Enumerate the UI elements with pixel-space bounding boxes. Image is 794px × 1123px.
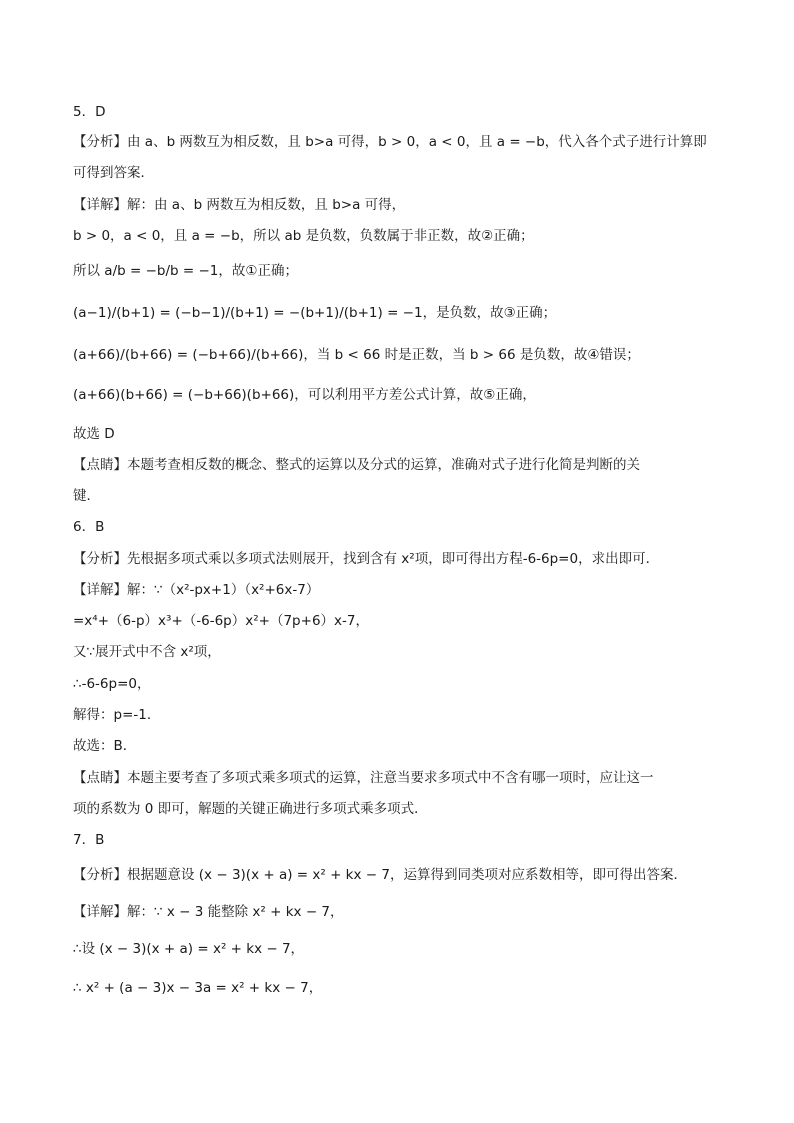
formula-line: (a+66)/(b+66) = (−b+66)/(b+66)，当 b < 66 时是正数，当 b > 66 是负数，故④错误；	[73, 347, 640, 363]
text-line: 【点睛】本题主要考查了多项式乘多项式的运算，注意当要求多项式中不含有哪一项时，应让这一	[73, 770, 654, 786]
text-line: 【点睛】本题考查相反数的概念、整式的运算以及分式的运算，准确对式子进行化简是判断的关	[73, 457, 640, 473]
formula-line: 【详解】解：∵ x − 3 能整除 x² + kx − 7，	[73, 904, 344, 920]
text-line: b > 0，a < 0，且 a = −b，所以 ab 是负数，负数属于非正数，故②正确；	[73, 228, 534, 244]
text-line: 【分析】由 a、b 两数互为相反数，且 b>a 可得，b > 0，a < 0，且 a = −b，代入各个式子进行计算即	[73, 134, 707, 150]
formula-line: (a−1)/(b+1) = (−b−1)/(b+1) = −(b+1)/(b+1) = −1，是负数，故③正确；	[73, 305, 557, 321]
text-line: 故选：B．	[73, 738, 137, 754]
question-number-5: 5．D	[73, 104, 106, 120]
text-line: 键．	[73, 488, 100, 504]
text-line: 【详解】解：∵（x²-px+1）（x²+6x-7）	[73, 582, 320, 598]
formula-line: (a+66)(b+66) = (−b+66)(b+66)，可以利用平方差公式计算，故⑤正确，	[73, 387, 536, 403]
text-line: 项的系数为 0 即可，解题的关键正确进行多项式乘多项式．	[73, 801, 428, 817]
question-number-6: 6．B	[73, 519, 105, 535]
question-number-7: 7．B	[73, 832, 105, 848]
text-line: 【详解】解：由 a、b 两数互为相反数，且 b>a 可得，	[73, 197, 406, 213]
formula-line: ∴ x² + (a − 3)x − 3a = x² + kx − 7，	[73, 980, 323, 996]
formula-line: 【分析】根据题意设 (x − 3)(x + a) = x² + kx − 7，运算得到同类项对应系数相等，即可得出答案．	[73, 867, 687, 883]
text-line: 可得到答案．	[73, 165, 154, 181]
text-line: ∴-6-6p=0，	[73, 676, 151, 692]
formula-line: ∴设 (x − 3)(x + a) = x² + kx − 7，	[73, 941, 305, 957]
text-line: =x⁴+（6-p）x³+（-6-6p）x²+（7p+6）x-7，	[73, 613, 369, 629]
text-line: 【分析】先根据多项式乘以多项式法则展开，找到含有 x²项，即可得出方程-6-6p=0，求出即可．	[73, 551, 660, 567]
text-line: 故选 D	[73, 426, 115, 442]
formula-line: 所以 a/b = −b/b = −1，故①正确；	[73, 263, 298, 279]
text-line: 又∵展开式中不含 x²项，	[73, 644, 221, 660]
text-line: 解得：p=-1．	[73, 707, 161, 723]
